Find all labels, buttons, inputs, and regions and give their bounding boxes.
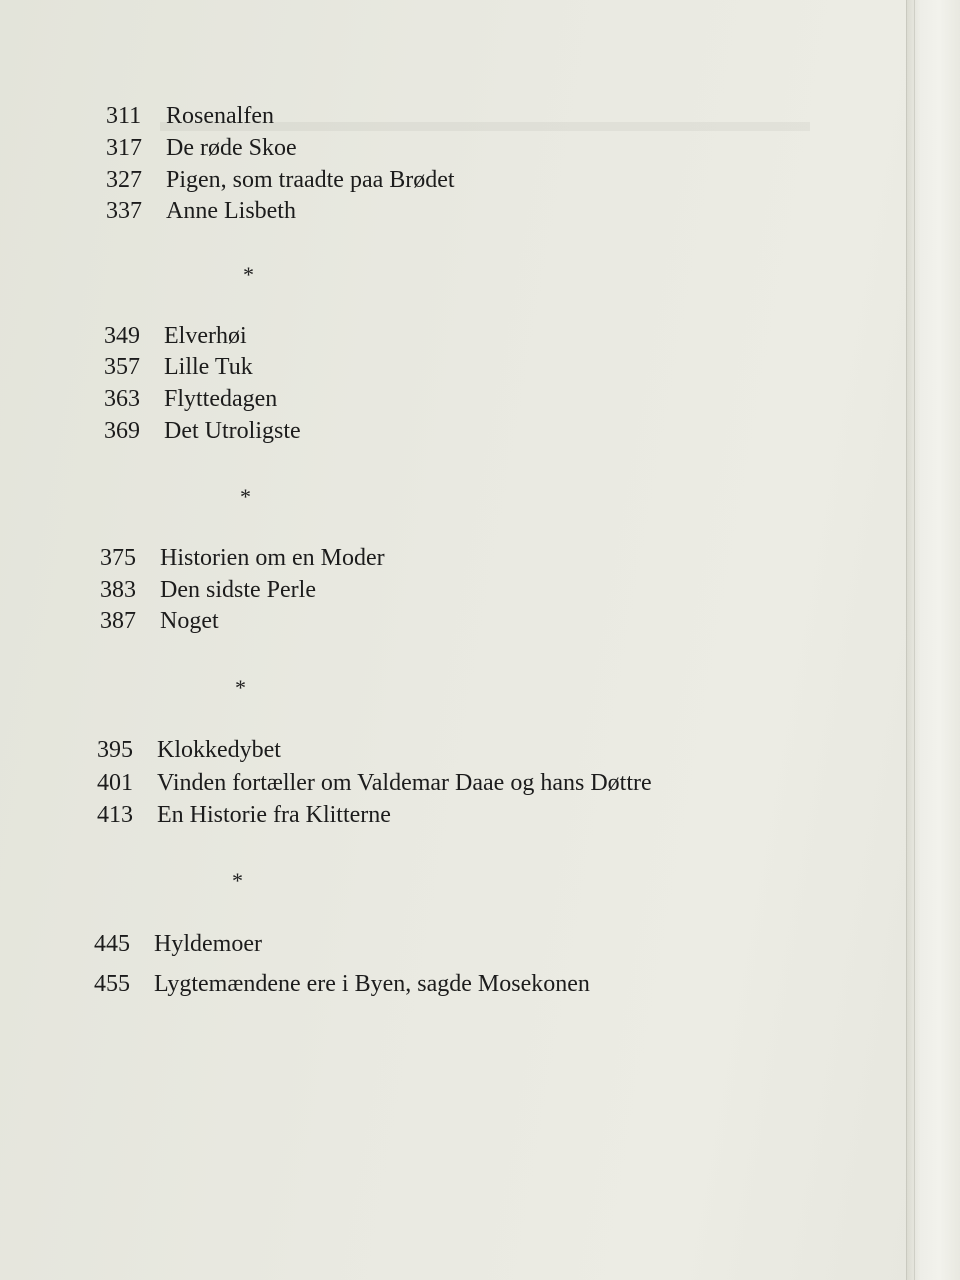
toc-entry	[94, 969, 590, 999]
story-title: Lille Tuk	[164, 354, 253, 380]
section-separator-star: *	[232, 868, 243, 893]
story-title: Flyttedagen	[164, 386, 278, 412]
toc-entry	[104, 416, 301, 446]
page-number: 349	[104, 323, 140, 349]
toc-entry	[100, 543, 385, 573]
section-separator-star: *	[240, 484, 251, 509]
toc-entry	[104, 352, 253, 382]
story-title: Hyldemoer	[154, 931, 262, 957]
story-title: Historien om en Moder	[160, 545, 385, 571]
page-number: 327	[106, 167, 142, 193]
toc-entry	[94, 929, 262, 959]
page-number: 369	[104, 418, 140, 444]
story-title: Klokkedybet	[157, 737, 281, 763]
toc-entry	[100, 575, 316, 605]
story-title: Det Utroligste	[164, 418, 301, 444]
page-number: 413	[97, 802, 133, 828]
toc-entry	[100, 606, 219, 636]
story-title: Vinden fortæller om Valdemar Daae og hans Døttre	[157, 770, 652, 796]
toc-entry	[104, 321, 247, 351]
page-number: 357	[104, 354, 140, 380]
story-title: Noget	[160, 608, 219, 634]
section-separator-star: *	[235, 675, 246, 700]
story-title: Anne Lisbeth	[166, 198, 296, 224]
page-number: 383	[100, 577, 136, 603]
story-title: De røde Skoe	[166, 135, 297, 161]
page-number: 401	[97, 770, 133, 796]
page-number: 395	[97, 737, 133, 763]
page-edge-line	[914, 0, 915, 1280]
story-title: En Historie fra Klitterne	[157, 802, 391, 828]
page-number: 363	[104, 386, 140, 412]
story-title: Lygtemændene ere i Byen, sagde Mosekonen	[154, 971, 590, 997]
story-title: Elverhøi	[164, 323, 247, 349]
story-title: Rosenalfen	[166, 103, 274, 129]
toc-entry	[104, 384, 277, 414]
story-title: Den sidste Perle	[160, 577, 316, 603]
toc-entry	[106, 165, 455, 195]
page-number: 375	[100, 545, 136, 571]
page-number: 387	[100, 608, 136, 634]
page-number: 455	[94, 971, 130, 997]
section-separator-star: *	[243, 262, 254, 287]
story-title: Pigen, som traadte paa Brødet	[166, 167, 455, 193]
page-number: 445	[94, 931, 130, 957]
toc-entry	[106, 196, 296, 226]
toc-entry	[97, 735, 281, 765]
toc-entry	[97, 768, 652, 798]
page-number: 337	[106, 198, 142, 224]
page-number: 317	[106, 135, 142, 161]
toc-entry	[106, 101, 274, 131]
toc-entry	[97, 800, 391, 830]
toc-entry	[106, 133, 297, 163]
page-number: 311	[106, 103, 142, 129]
